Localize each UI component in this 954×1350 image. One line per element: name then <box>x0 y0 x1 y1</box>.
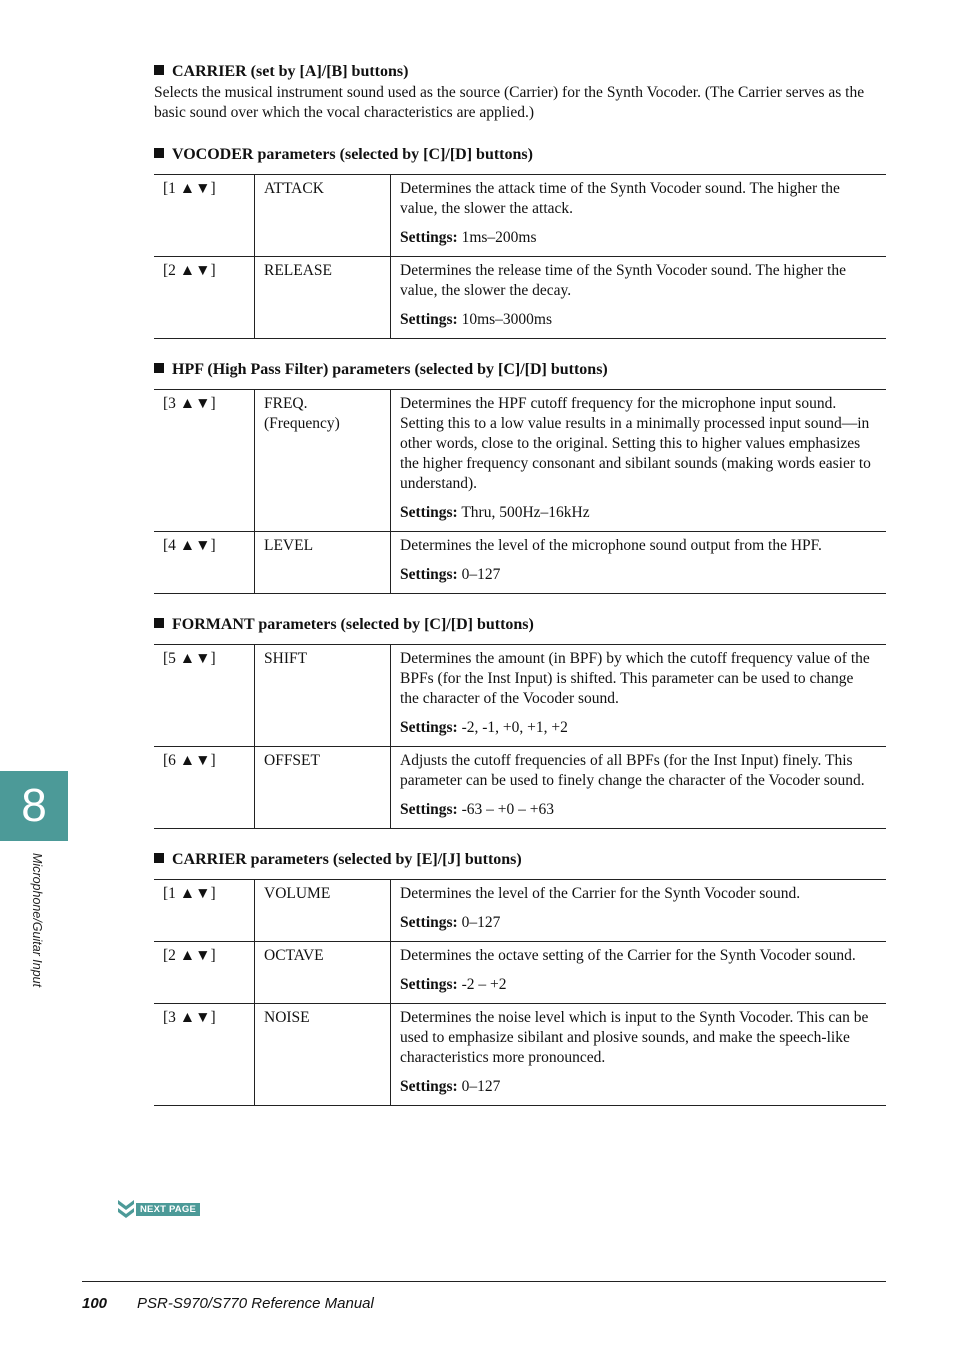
parameter-name-cell <box>255 532 391 594</box>
parameter-description: Determines the attack time of the Synth Vocoder sound. The higher the value, the slower the attack. <box>400 180 840 217</box>
settings-label: Settings: <box>400 229 458 246</box>
button-key: [2 ▲▼] <box>154 942 255 1004</box>
settings-line <box>400 800 876 820</box>
button-key: [2 ▲▼] <box>154 257 255 339</box>
parameter-table <box>154 174 886 339</box>
chapter-tab[interactable] <box>0 771 68 841</box>
double-chevron-down-icon <box>116 1198 136 1220</box>
settings-value: -2, -1, +0, +1, +2 <box>461 719 568 736</box>
settings-line <box>400 310 876 330</box>
settings-label: Settings: <box>400 311 458 328</box>
section-gap <box>154 594 886 615</box>
intro-heading <box>154 62 886 82</box>
section-title: FORMANT parameters (selected by [C]/[D] buttons) <box>172 616 534 633</box>
settings-value: 0–127 <box>461 1078 501 1095</box>
chapter-label: Microphone/Guitar Input <box>30 853 44 988</box>
parameter-name-cell <box>255 880 391 942</box>
parameter-name: OFFSET <box>264 752 320 769</box>
parameter-description: Determines the release time of the Synth Vocoder sound. The higher the value, the slower the decay. <box>400 262 846 299</box>
bullet-square-icon <box>154 65 164 75</box>
table-row <box>154 747 886 829</box>
table-row <box>154 532 886 594</box>
button-key: [1 ▲▼] <box>154 880 255 942</box>
bullet-square-icon <box>154 148 164 158</box>
parameter-description: Determines the level of the microphone sound output from the HPF. <box>400 537 822 554</box>
section-heading <box>154 145 886 165</box>
settings-label: Settings: <box>400 1078 458 1095</box>
chapter-number: 8 <box>21 779 47 831</box>
parameter-description: Determines the level of the Carrier for the Synth Vocoder sound. <box>400 885 801 902</box>
settings-value: -2 – +2 <box>461 976 507 993</box>
parameter-name-cell <box>255 257 391 339</box>
button-key: [6 ▲▼] <box>154 747 255 829</box>
table-row <box>154 1004 886 1106</box>
parameter-description: Adjusts the cutoff frequencies of all BPFs (for the Inst Input) finely. This parameter can be used to finely change the character of the Vocoder sound. <box>400 752 865 789</box>
parameter-description: Determines the noise level which is input to the Synth Vocoder. This can be used to emphasize sibilant and plosive sounds, and make the speech-like characteristics more pronounced. <box>400 1009 869 1066</box>
parameter-description-cell <box>391 257 887 339</box>
settings-line <box>400 503 876 523</box>
manual-title: PSR-S970/S770 Reference Manual <box>137 1295 374 1312</box>
settings-line <box>400 1077 876 1097</box>
parameter-name: LEVEL <box>264 537 314 554</box>
table-row <box>154 257 886 339</box>
section-gap <box>154 829 886 850</box>
button-key: [4 ▲▼] <box>154 532 255 594</box>
footer-rule <box>82 1281 886 1282</box>
page-content <box>154 62 886 1106</box>
parameter-name: SHIFT <box>264 650 308 667</box>
section-title: VOCODER parameters (selected by [C]/[D] buttons) <box>172 146 533 163</box>
parameter-description-cell <box>391 747 887 829</box>
settings-line <box>400 718 876 738</box>
parameter-name-cell <box>255 175 391 257</box>
section-gap <box>154 339 886 360</box>
settings-label: Settings: <box>400 504 458 521</box>
settings-value: 0–127 <box>461 914 501 931</box>
next-page-label: NEXT PAGE <box>136 1203 200 1216</box>
intro-title: CARRIER (set by [A]/[B] buttons) <box>172 63 409 80</box>
parameter-name-cell <box>255 1004 391 1106</box>
parameter-table <box>154 389 886 594</box>
parameter-name: NOISE <box>264 1009 310 1026</box>
parameter-name-cell <box>255 390 391 532</box>
settings-value: 0–127 <box>461 566 501 583</box>
table-row <box>154 942 886 1004</box>
settings-value: 10ms–3000ms <box>461 311 553 328</box>
settings-label: Settings: <box>400 566 458 583</box>
parameter-table <box>154 879 886 1106</box>
parameter-name-detail: (Frequency) <box>264 415 340 432</box>
parameter-name-cell <box>255 747 391 829</box>
parameter-name: OCTAVE <box>264 947 324 964</box>
parameter-description-cell <box>391 1004 887 1106</box>
parameter-description: Determines the HPF cutoff frequency for the microphone input sound. Setting this to a low value results in a minimally processed input sound—in other words, close to the original. Setting this to higher values emphasizes the higher frequency consonant and sibilant sounds (making words easier to understand). <box>400 395 871 492</box>
settings-label: Settings: <box>400 976 458 993</box>
parameter-name-cell <box>255 645 391 747</box>
settings-line <box>400 228 876 248</box>
parameter-description-cell <box>391 942 887 1004</box>
settings-line <box>400 913 876 933</box>
table-row <box>154 880 886 942</box>
parameter-name: VOLUME <box>264 885 331 902</box>
section-heading <box>154 850 886 870</box>
page-number: 100 <box>82 1295 108 1312</box>
button-key: [1 ▲▼] <box>154 175 255 257</box>
section-gap <box>154 123 886 145</box>
parameter-name: RELEASE <box>264 262 333 279</box>
table-row <box>154 175 886 257</box>
table-row <box>154 645 886 747</box>
settings-value: 1ms–200ms <box>461 229 537 246</box>
section-heading <box>154 615 886 635</box>
button-key: [3 ▲▼] <box>154 1004 255 1106</box>
intro-text: Selects the musical instrument sound used as the source (Carrier) for the Synth Vocoder. (The Carrier serves as the basic sound over which the vocal characteristics are applied.) <box>154 84 865 121</box>
bullet-square-icon <box>154 618 164 628</box>
table-row <box>154 390 886 532</box>
sections <box>154 123 886 1106</box>
section-heading <box>154 360 886 380</box>
parameter-description-cell <box>391 880 887 942</box>
settings-label: Settings: <box>400 719 458 736</box>
next-page-indicator[interactable] <box>116 1198 200 1220</box>
button-key: [3 ▲▼] <box>154 390 255 532</box>
settings-value: Thru, 500Hz–16kHz <box>461 504 590 521</box>
footer <box>82 1295 374 1312</box>
parameter-description: Determines the amount (in BPF) by which the cutoff frequency value of the BPFs (for the Inst Input) is shifted. This parameter can be used to change the character of the Vocoder sound. <box>400 650 870 707</box>
bullet-square-icon <box>154 363 164 373</box>
settings-label: Settings: <box>400 914 458 931</box>
parameter-name: FREQ. <box>264 395 308 412</box>
parameter-description-cell <box>391 175 887 257</box>
section-title: CARRIER parameters (selected by [E]/[J] buttons) <box>172 851 522 868</box>
parameter-description-cell <box>391 645 887 747</box>
parameter-name-cell <box>255 942 391 1004</box>
settings-label: Settings: <box>400 801 458 818</box>
section-title: HPF (High Pass Filter) parameters (selected by [C]/[D] buttons) <box>172 361 608 378</box>
settings-value: -63 – +0 – +63 <box>461 801 554 818</box>
parameter-name: ATTACK <box>264 180 324 197</box>
button-key: [5 ▲▼] <box>154 645 255 747</box>
settings-line <box>400 975 876 995</box>
parameter-description: Determines the octave setting of the Carrier for the Synth Vocoder sound. <box>400 947 856 964</box>
parameter-description-cell <box>391 390 887 532</box>
settings-line <box>400 565 876 585</box>
parameter-table <box>154 644 886 829</box>
parameter-description-cell <box>391 532 887 594</box>
bullet-square-icon <box>154 853 164 863</box>
